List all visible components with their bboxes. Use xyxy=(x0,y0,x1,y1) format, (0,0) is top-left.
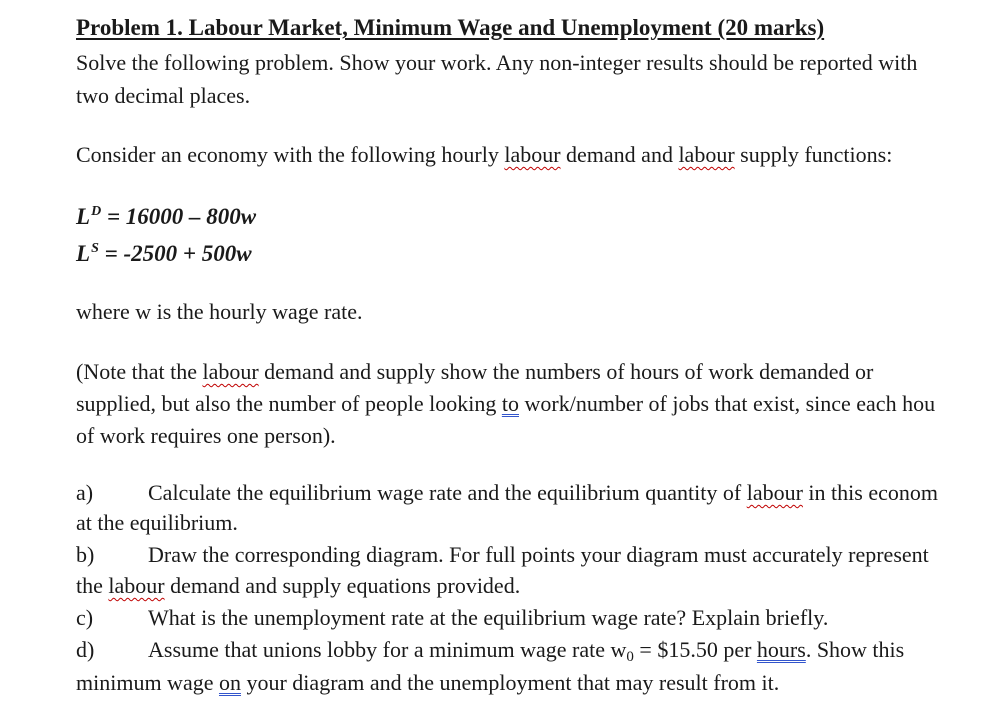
part-d-text-mid: = $15.50 per xyxy=(633,637,757,662)
part-d-subscript: 0 xyxy=(626,649,634,665)
consider-text-mid: demand and xyxy=(560,142,679,167)
part-a-line-2: at the equilibrium. xyxy=(76,510,238,535)
grammar-word: on xyxy=(218,670,241,695)
part-b-marker: b) xyxy=(76,542,95,567)
note-line-1 xyxy=(76,358,873,386)
spellcheck-word: labour xyxy=(678,142,735,167)
eq-demand-rhs: = 16000 – 800w xyxy=(101,204,257,229)
spellcheck-word: labour xyxy=(108,573,165,598)
eq-demand-symbol: L xyxy=(76,204,91,229)
note-line-2 xyxy=(76,390,935,418)
part-a-text-pre: Calculate the equilibrium wage rate and the equilibrium quantity of xyxy=(148,480,747,505)
part-d-line-1 xyxy=(76,636,904,671)
where-line: where w is the hourly wage rate. xyxy=(76,299,363,324)
note-l2-post: work/number of jobs that exist, since each hou xyxy=(519,391,936,416)
note-l2-pre: supplied, but also the number of people looking xyxy=(76,391,502,416)
part-b-l2-post: demand and supply equations provided. xyxy=(164,573,521,598)
part-a-marker: a) xyxy=(76,480,94,505)
part-c-text: What is the unemployment rate at the equilibrium wage rate? Explain briefly. xyxy=(148,605,829,630)
spellcheck-word: labour xyxy=(746,480,803,505)
part-b-text: Draw the corresponding diagram. For full points your diagram must accurately represent xyxy=(148,542,929,567)
part-d-text-post: . Show this xyxy=(805,637,905,662)
part-d-line-2 xyxy=(76,669,779,697)
part-b-line-1 xyxy=(76,541,929,569)
part-b-l2-pre: the xyxy=(76,573,109,598)
spellcheck-word: labour xyxy=(504,142,561,167)
consider-line xyxy=(76,141,892,169)
labour-supply-equation xyxy=(76,235,252,268)
note-l1-post: demand and supply show the numbers of hours of work demanded or xyxy=(258,359,874,384)
problem-title: Problem 1. Labour Market, Minimum Wage and Unemployment (20 marks) xyxy=(76,15,825,40)
eq-supply-rhs: = -2500 + 500w xyxy=(98,241,252,266)
labour-demand-equation xyxy=(76,198,256,231)
spellcheck-word: labour xyxy=(202,359,259,384)
part-a-text-post: in this econom xyxy=(802,480,938,505)
eq-supply-superscript: S xyxy=(91,241,99,256)
intro-line-2: two decimal places. xyxy=(76,83,251,108)
eq-demand-superscript: D xyxy=(91,204,102,219)
consider-text-post: supply functions: xyxy=(734,142,893,167)
part-d-l2-post: your diagram and the unemployment that may result from it. xyxy=(240,670,780,695)
grammar-word: hours xyxy=(756,637,806,662)
grammar-word: to xyxy=(501,391,519,416)
note-l1-pre: (Note that the xyxy=(76,359,203,384)
part-d-text-pre: Assume that unions lobby for a minimum wage rate w xyxy=(148,637,627,662)
part-c-line-1 xyxy=(76,604,828,632)
part-d-marker: d) xyxy=(76,637,95,662)
part-c-marker: c) xyxy=(76,605,94,630)
note-line-3: of work requires one person). xyxy=(76,423,336,448)
part-d-l2-pre: minimum wage xyxy=(76,670,219,695)
part-a-line-1 xyxy=(76,479,938,507)
intro-line-1: Solve the following problem. Show your work. Any non-integer results should be reported with xyxy=(76,50,918,75)
part-b-line-2 xyxy=(76,572,520,600)
eq-supply-symbol: L xyxy=(76,241,91,266)
consider-text-pre: Consider an economy with the following hourly xyxy=(76,142,505,167)
